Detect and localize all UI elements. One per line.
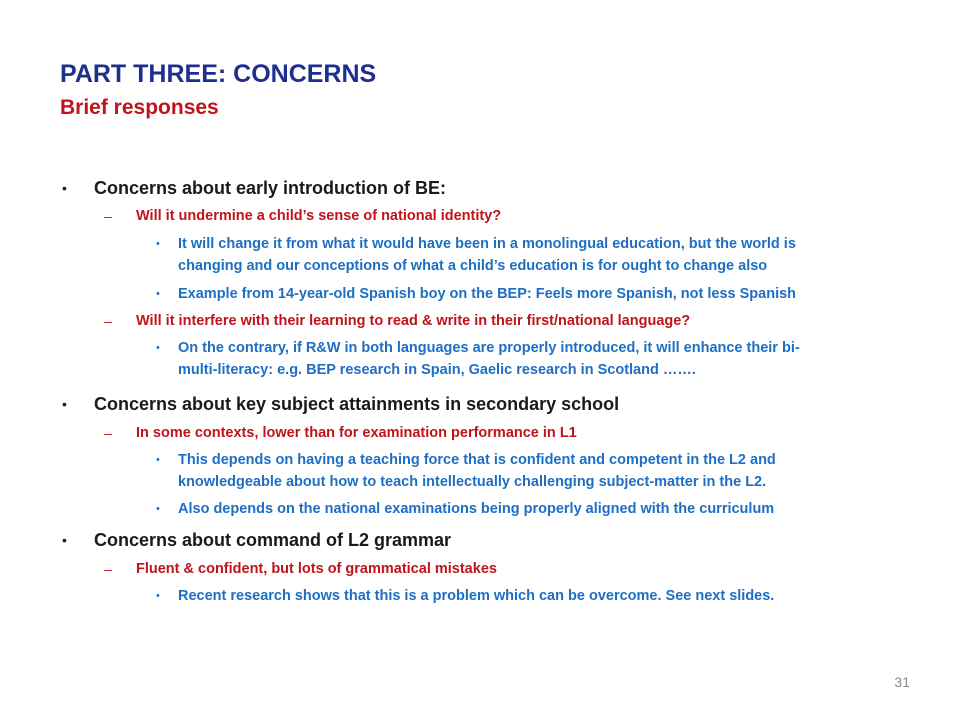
bullet-marker: • bbox=[156, 503, 160, 515]
dash-marker: – bbox=[104, 208, 112, 224]
bullet-marker: • bbox=[156, 590, 160, 602]
question-national-identity: Will it undermine a child’s sense of national identity? bbox=[136, 208, 502, 224]
dash-marker: – bbox=[104, 425, 112, 441]
answer-teaching-force-line2: knowledgeable about how to teach intellectually challenging subject-matter in the L2. bbox=[178, 474, 767, 490]
dash-marker: – bbox=[104, 313, 112, 329]
answer-identity-line1: It will change it from what it would have been in a monolingual education, but the world is bbox=[178, 236, 796, 252]
bullet-marker: • bbox=[156, 238, 160, 250]
concern-early-introduction: Concerns about early introduction of BE: bbox=[94, 178, 447, 198]
answer-teaching-force-line1: This depends on having a teaching force that is confident and competent in the L2 and bbox=[178, 452, 776, 468]
concern-subject-attainments: Concerns about key subject attainments in secondary school bbox=[94, 394, 620, 414]
concern-l2-grammar: Concerns about command of L2 grammar bbox=[94, 530, 452, 550]
answer-spanish-example: Example from 14-year-old Spanish boy on the BEP: Feels more Spanish, not less Spanish bbox=[178, 286, 797, 302]
answer-recent-research: Recent research shows that this is a problem which can be overcome. See next slides. bbox=[178, 588, 775, 604]
bullet-marker: • bbox=[62, 396, 67, 412]
bullet-marker: • bbox=[62, 180, 67, 196]
bullet-marker: • bbox=[156, 342, 160, 354]
answer-literacy-line2: multi-literacy: e.g. BEP research in Spain, Gaelic research in Scotland ……. bbox=[178, 362, 696, 378]
point-lower-performance: In some contexts, lower than for examination performance in L1 bbox=[136, 425, 577, 441]
bullet-marker: • bbox=[62, 532, 67, 548]
page-number: 31 bbox=[894, 674, 910, 690]
bullet-marker: • bbox=[156, 454, 160, 466]
point-grammatical-mistakes: Fluent & confident, but lots of grammatical mistakes bbox=[136, 561, 497, 577]
dash-marker: – bbox=[104, 561, 112, 577]
answer-national-exams: Also depends on the national examinations being properly aligned with the curriculum bbox=[178, 501, 775, 517]
answer-identity-line2: changing and our conceptions of what a child’s education is for ought to change also bbox=[178, 258, 768, 274]
answer-literacy-line1: On the contrary, if R&W in both languages are properly introduced, it will enhance their bi- bbox=[178, 340, 800, 356]
slide-subtitle: Brief responses bbox=[60, 96, 219, 119]
question-reading-writing: Will it interfere with their learning to read & write in their first/national language? bbox=[136, 313, 691, 329]
bullet-marker: • bbox=[156, 288, 160, 300]
slide-title: PART THREE: CONCERNS bbox=[60, 60, 377, 88]
